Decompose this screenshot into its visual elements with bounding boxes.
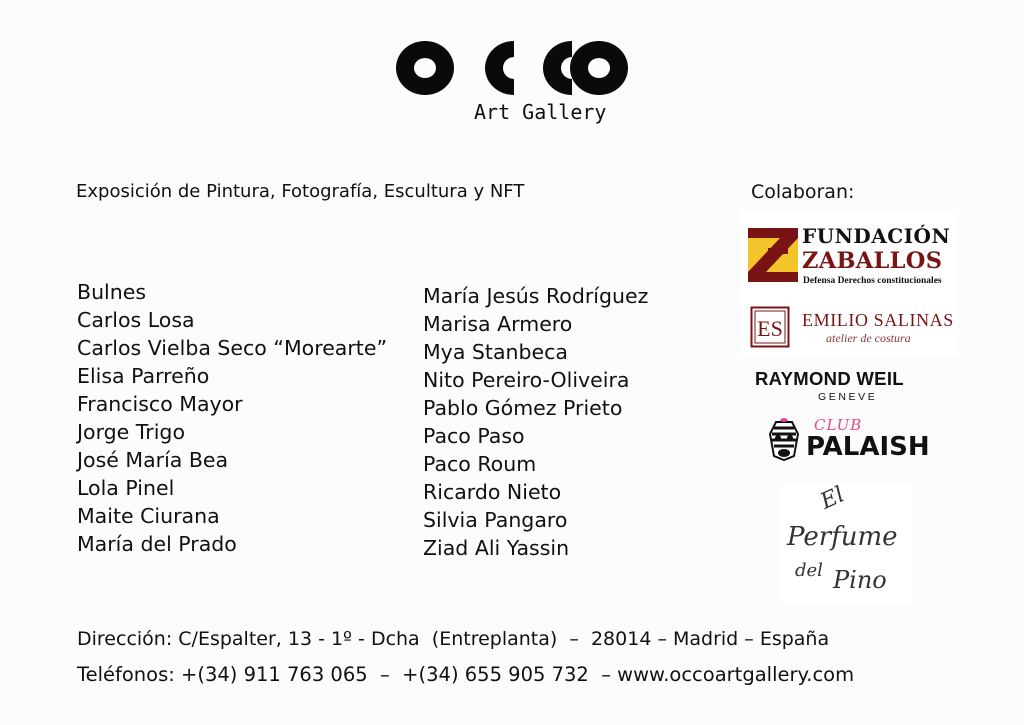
zebra-head-icon xyxy=(764,418,804,462)
sponsor-emilio-salinas xyxy=(740,298,958,356)
artist-name: Paco Paso xyxy=(423,424,525,448)
gallery-address: Dirección: C/Espalter, 13 - 1º - Dcha (Entreplanta) – 28014 – Madrid – España xyxy=(77,628,830,650)
zaballos-line2: ZABALLOS xyxy=(802,248,943,274)
occo-logo xyxy=(396,38,628,98)
salinas-tagline: atelier de costura xyxy=(826,331,911,345)
artist-list-right xyxy=(423,282,648,562)
artist-name: Mya Stanbeca xyxy=(423,340,568,364)
artist-name: Bulnes xyxy=(77,280,147,304)
artist-name: María del Prado xyxy=(77,532,237,556)
artist-name: Lola Pinel xyxy=(77,476,175,500)
artist-name: Maite Ciurana xyxy=(77,504,220,528)
artist-name: Carlos Vielba Seco “Morearte” xyxy=(77,336,388,360)
salinas-monogram-text: ES xyxy=(757,316,783,341)
raymond-weil-name: RAYMOND WEIL xyxy=(755,368,904,389)
logo-subtitle: Art Gallery xyxy=(474,100,607,124)
artist-name: Silvia Pangaro xyxy=(423,508,568,532)
zaballos-monogram-icon xyxy=(746,226,800,284)
sponsor-fundacion-zaballos xyxy=(740,210,958,298)
sponsor-club-palaish xyxy=(764,414,944,466)
artist-name: Ricardo Nieto xyxy=(423,480,562,504)
artist-name: María Jesús Rodríguez xyxy=(423,284,649,308)
artist-name: Paco Roum xyxy=(423,452,537,476)
exhibition-title: Exposición de Pintura, Fotografía, Escultura y NFT xyxy=(76,181,525,202)
zaballos-line1: FUNDACIÓN xyxy=(802,224,951,248)
collaborators-label: Colaboran: xyxy=(751,181,855,203)
perfume-word-1: El xyxy=(816,482,849,515)
artist-name: Marisa Armero xyxy=(423,312,573,336)
palaish-name: PALAISH xyxy=(806,432,930,462)
artist-name: Ziad Ali Yassin xyxy=(423,536,570,560)
artist-name: Nito Pereiro-Oliveira xyxy=(423,368,630,392)
sponsor-el-perfume-del-pino xyxy=(781,484,913,604)
artist-name: Jorge Trigo xyxy=(77,420,185,444)
artist-name: Elisa Parreño xyxy=(77,364,210,388)
perfume-word-3: del xyxy=(795,560,823,581)
artist-name: José María Bea xyxy=(77,448,229,472)
raymond-weil-sub: GENEVE xyxy=(818,391,878,403)
zaballos-tagline: Defensa Derechos constitucionales xyxy=(803,276,942,286)
artist-name: Pablo Gómez Prieto xyxy=(423,396,623,420)
salinas-name: EMILIO SALINAS xyxy=(802,310,954,330)
artist-name: Francisco Mayor xyxy=(77,392,243,416)
gallery-contact: Teléfonos: +(34) 911 763 065 – +(34) 655 905 732 – www.occoartgallery.com xyxy=(77,663,855,686)
palaish-club: CLUB xyxy=(814,416,863,434)
artist-name: Carlos Losa xyxy=(77,308,195,332)
artist-list-left xyxy=(77,278,387,558)
salinas-monogram-icon xyxy=(750,306,790,348)
perfume-word-4: Pino xyxy=(833,566,887,594)
perfume-word-2: Perfume xyxy=(787,522,898,552)
